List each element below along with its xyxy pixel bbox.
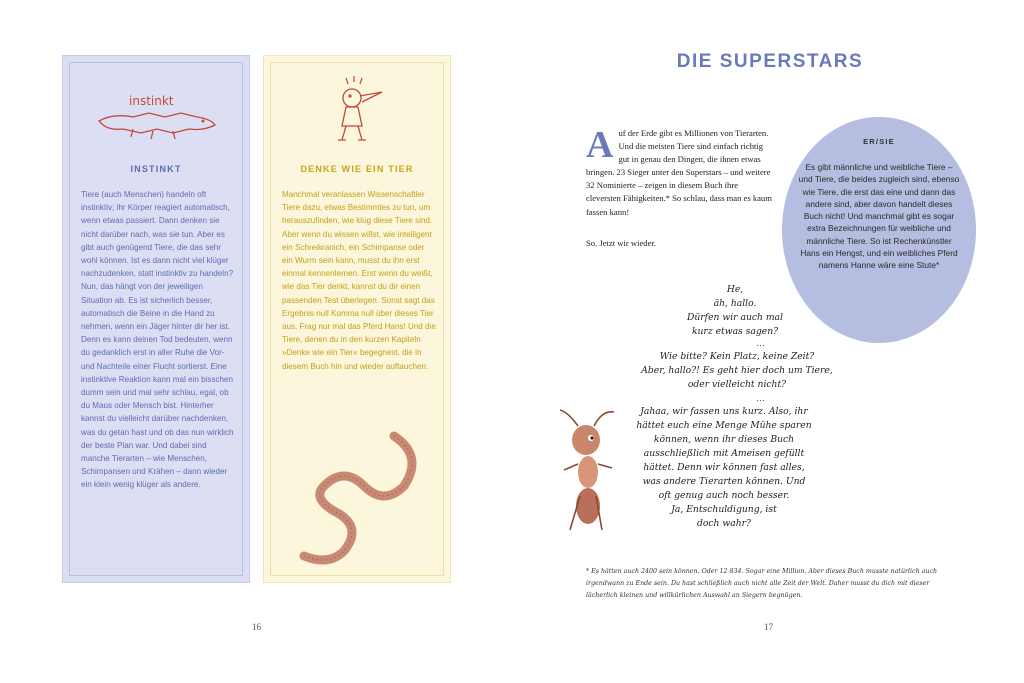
bird-illustration <box>326 74 390 146</box>
denke-text: Manchmal veranlassen Wissenschaftler Tiere dazu, etwas Bestimmtes zu tun, um herauszufinden, wie klug diese Tiere sind. Aber wenn du wissen willst, wie intelligent ein Schreikranich, ein Schimpanse oder ein Wurm sein kann, musst du ihn erst einmal kennenlernen. Erst wenn du weißt, wie das Tier denkt, kannst du dir einen passenden Test überlegen. Sonst sagt das Ergebnis null Komma null über dieses Tier aus. Frag nur mal das Pferd Hans! Und die Tiere, denen du in den kurzen Kapiteln »Denke wie ein Tier« begegnest, die in diesem Buch hin und wieder auftauchen. <box>282 190 436 371</box>
instinkt-text: Tiere (auch Menschen) handeln oft instinktiv; ihr Körper reagiert automatisch, wenn etwas passiert. Dann denken sie nicht darüber nach, was sie tun. Aber es gibt auch genügend Tiere, die das sehr wohl können. Ist es dann nicht viel klüger nachzudenken, statt instinktiv zu handeln? Nun, das hängt von der jeweiligen Situation ab. Es ist sicherlich besser, automatisch die Beine in die Hand zu nehmen, wenn ein Jäger hinter dir her ist. Denn es kann deinen Tod bedeuten, wenn du gedanklich erst in aller Ruhe die Vor- und Nachteile einer Flucht sortierst. Eine instinktive Reaktion kann mal ein bisschen dumm sein und mal sehr schlau, egal, ob du Maus oder Mensch bist. Hinterher kannst du vielleicht darüber nachdenken, was du getan hast und ob das nun wirklich der beste Plan war. Und dabei sind manche Tierarten – wie Menschen, Schimpansen und Krähen – dann wieder ein klein wenig klüger als andere. <box>81 190 234 490</box>
intro-paragraph <box>586 124 772 219</box>
worm-illustration <box>284 426 434 576</box>
dropcap: A <box>586 124 614 166</box>
speech-bubble-1: He, äh, hallo. Dürfen wir auch mal kurz etwas sagen? <box>687 284 783 337</box>
ant-illustration <box>558 406 622 538</box>
er-sie-title: ER/SIE <box>863 137 895 146</box>
er-sie-text: Es gibt männliche und weibliche Tiere – und Tiere, die beides zugleich sind, ebenso wie Tiere, die erst das eine und dann das andere sind, aber davon handelt dieses Buch nicht! Und manchmal gibt es sogar extra Bezeichnungen für weibliche und männliche Tiere. So ist Rechenkünstler Hans ein Hengst, und ein weibliches Pferd namens Hanne wäre eine Stute* <box>798 162 960 271</box>
instinkt-title: INSTINKT <box>130 164 182 174</box>
page-headline: DIE SUPERSTARS <box>676 51 864 72</box>
denke-title: DENKE WIE EIN TIER <box>300 164 414 174</box>
speech-bubble-2: Wie bitte? Kein Platz, keine Zeit? Aber, hallo?! Es geht hier doch um Tiere, oder vielleicht nicht? <box>641 351 833 390</box>
page-number-right: 17 <box>764 622 773 632</box>
crocodile-label: instinkt <box>129 94 174 108</box>
speech-separator-1: … <box>756 338 765 348</box>
page-number-left: 16 <box>252 622 261 632</box>
crocodile-illustration <box>93 91 221 143</box>
instinkt-box <box>62 55 250 583</box>
denke-wie-ein-tier-box <box>263 55 451 583</box>
speech-separator-2: … <box>756 393 765 403</box>
speech-bubble-3: Jahaa, wir fassen uns kurz. Also, ihr hättet euch eine Menge Mühe sparen können, wenn ihr dieses Buch ausschließlich mit Ameisen gefüllt hättet. Denn wir können fast alles, was andere Tierarten können. Und oft genug auch noch besser. Ja, Entschuldigung, ist doch wahr? <box>636 406 812 529</box>
intro-text-2: So. Jetzt wir wieder. <box>586 238 656 248</box>
intro-text: uf der Erde gibt es Millionen von Tierarten. Und die meisten Tiere sind einfach richtig gut in genau den Dingen, die ihnen etwas bringen. 23 Sieger unter den Superstars – und weitere 32 Nominierte – zeigen in diesem Buch ihre cleversten Fähigkeiten.* So schlau, dass man es kaum fassen kann! <box>586 128 772 217</box>
footnote: * Es hätten auch 2400 sein können. Oder 12 834. Sogar eine Million. Aber dieses Buch musste natürlich auch irgendwann zu Ende sein. Du hast schließlich auch nicht alle Zeit der Welt. Daher musst du dich mit dieser lächerlich kleinen und willkürlichen Auswahl an Siegern begnügen. <box>586 568 938 599</box>
